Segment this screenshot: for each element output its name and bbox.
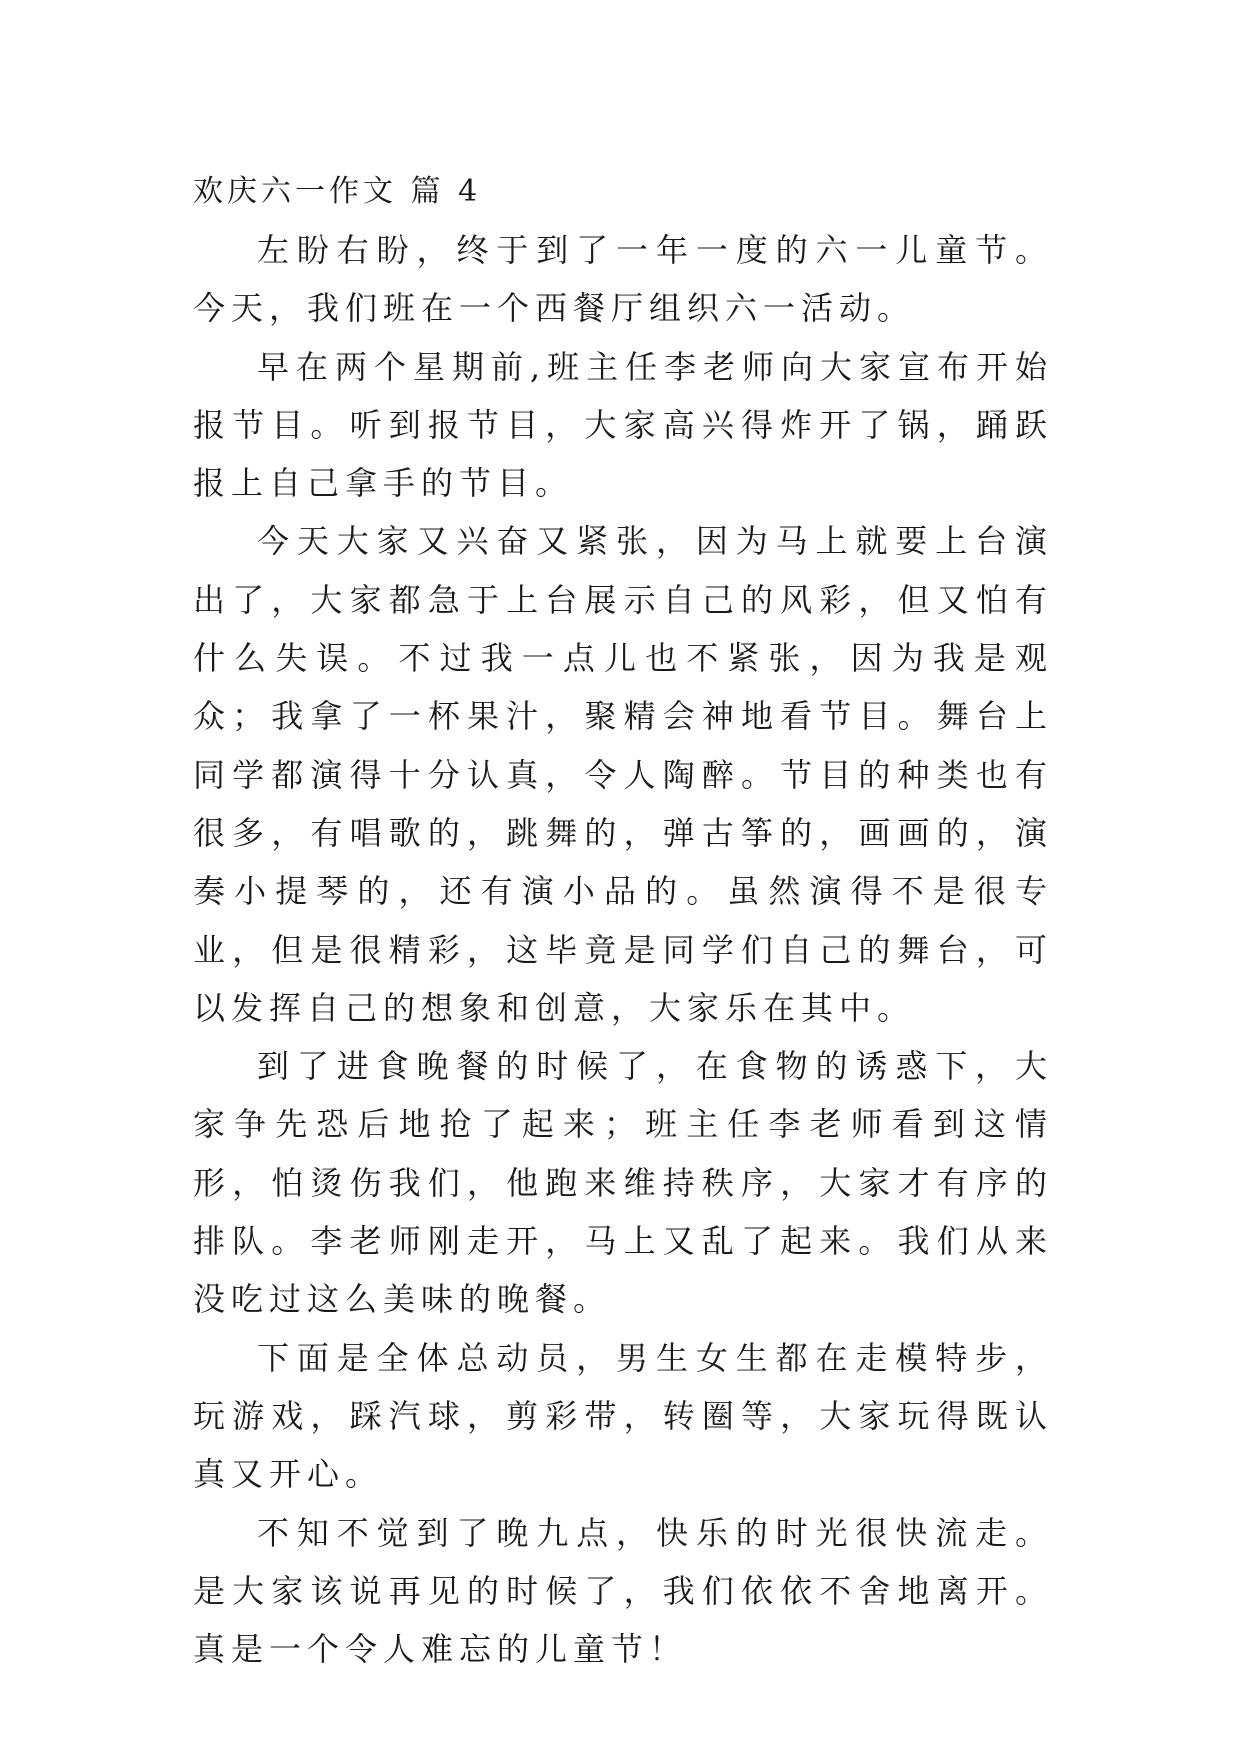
paragraph-3: 今天大家又兴奋又紧张，因为马上就要上台演出了，大家都急于上台展示自己的风彩，但又怕有什么失误。不过我一点儿也不紧张，因为我是观众；我拿了一杯果汁，聚精会神地看节目。舞台上同学都演得十分认真，令人陶醉。节目的种类也有很多，有唱歌的，跳舞的，弹古筝的，画画的，演奏小提琴的，还有演小品的。虽然演得不是很专业，但是很精彩，这毕竟是同学们自己的舞台，可以发挥自己的想象和创意，大家乐在其中。 [193, 522, 1053, 1027]
paragraph-1: 左盼右盼，终于到了一年一度的六一儿童节。今天，我们班在一个西餐厅组织六一活动。 [193, 231, 1053, 328]
essay-title: 欢庆六一作文 篇 4 [193, 174, 482, 209]
paragraph-2: 早在两个星期前,班主任李老师向大家宣布开始报节目。听到报节目，大家高兴得炸开了锅，踊跃报上自己拿手的节目。 [193, 347, 1053, 503]
paragraph-4: 到了进食晚餐的时候了，在食物的诱惑下，大家争先恐后地抢了起来；班主任李老师看到这情形，怕烫伤我们，他跑来维持秩序，大家才有序的排队。李老师刚走开，马上又乱了起来。我们从来没吃过这么美味的晚餐。 [193, 1047, 1053, 1319]
essay-body [193, 163, 1053, 1678]
paragraph-5: 下面是全体总动员，男生女生都在走模特步，玩游戏，踩汽球，剪彩带，转圈等，大家玩得既认真又开心。 [193, 1338, 1053, 1494]
paragraph-6: 不知不觉到了晚九点，快乐的时光很快流走。是大家该说再见的时候了，我们依依不舍地离开。真是一个令人难忘的儿童节！ [193, 1513, 1053, 1669]
